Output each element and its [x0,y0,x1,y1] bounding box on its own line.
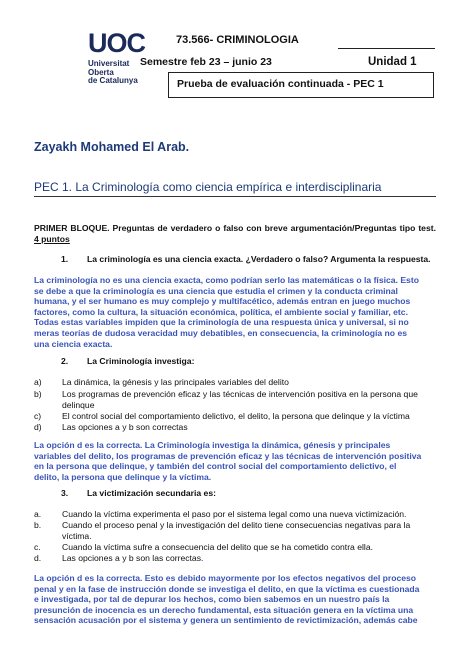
answer-block [34,275,436,349]
answer-line: delito, la persona que delinque y la víctima. [34,471,212,482]
answer-block [34,573,436,626]
answer-line: en la persona que delinque, y también del control social del comportamiento delictivo, el [34,461,397,472]
answer-line: La criminología no es una ciencia exacta, como podrían serlo las matemáticas o la física. Esto [34,275,419,285]
option-letter: d. [34,553,42,563]
logo-line: Oberta [88,67,114,77]
option-text: La dinámica, la génesis y las principales variables del delito [62,377,289,387]
answer-line: e investigada, por tal de depurar los hechos, como bien sabemos en un nuestro país la [34,594,390,605]
option-letter: b. [34,520,42,530]
option-letter: c) [34,411,42,421]
question-text: La criminología es una ciencia exacta. ¿Verdadero o falso? Argumenta la respuesta. [87,254,431,264]
option-letter: b) [34,389,42,399]
answer-line: humana, y el ser humano es muy complejo y multifacético, además entran en juego muchos [34,296,411,307]
author-name: Zayakh Mohamed El Arab. [34,140,190,154]
answer-line: meras teorías de dudosa veracidad muy debatibles, en consecuencia, la criminología no es [34,327,408,338]
question-number: 3. [61,488,69,498]
option-text: Las opciones a y b son las correctas. [62,553,204,563]
option-text: Cuando el proceso penal y la investigación del delito tiene consecuencias negativas para la [62,520,411,530]
option-letter: a) [34,377,42,387]
answer-line: Todas estas variables impiden que la criminología de una respuesta única y universal, si no [34,317,409,328]
option-text: Cuando la víctima sufre a consecuencia del delito que se ha cometido contra ella. [62,542,373,552]
logo-letters: UOC [88,28,145,58]
answer-line: presunción de inocencia es un derecho fundamental, esta situación genera en la víctima una [34,604,414,615]
block-intro-text: PRIMER BLOQUE. Preguntas de verdadero o falso con breve argumentación/Preguntas tipo test. [34,223,436,233]
option-text: Cuando la víctima experimenta el paso por el sistema legal como una nueva victimización. [62,509,407,519]
assessment-box [168,72,434,98]
option-text: El control social del comportamiento delictivo, el delito, la persona que delinque y la víctima [62,411,410,421]
answer-line: una ciencia exacta. [34,338,113,349]
question-number: 1. [61,254,69,264]
block-intro [34,223,436,244]
answer-line: factores, como la cultura, la situación económica, política, el ambiente social y familiar, etc. [34,306,408,317]
assessment-label: Prueba de evaluación continuada - PEC 1 [177,78,384,90]
unit-label: Unidad 1 [368,56,417,68]
option-text: Las opciones a y b son correctas [62,422,188,432]
logo-line: de Catalunya [88,76,138,85]
semester-label: Semestre feb 23 – junio 23 [140,56,272,68]
question-text: La Criminología investiga: [87,356,195,366]
option-text-continued: víctima. [62,531,92,541]
answer-line: La opción d es la correcta. Esto es debido mayormente por los efectos negativos del proceso [34,573,417,583]
option-letter: d) [34,422,42,432]
title-divider [34,196,436,197]
answer-line: penal y en la fase de instrucción donde se investiga el delito, en que la víctima es cuestionada [34,583,420,594]
block-points: 4 puntos [34,233,70,244]
answer-block [34,440,436,482]
question-text: La victimización secundaria es: [87,488,216,498]
answer-line: variables del delito, los programas de prevención eficaz y las técnicas de intervención positiva [34,450,422,461]
option-letter: c. [34,542,41,552]
answer-line: se debe a que la criminología es una ciencia que estudia el crimen y la conducta criminal [34,285,398,296]
course-title: 73.566- CRIMINOLOGIA [176,34,299,46]
option-text-continued: delinque [62,400,95,410]
option-text: Los programas de prevención eficaz y las técnicas de intervención positiva en la persona que [62,389,418,399]
header-rule [338,48,435,49]
answer-line: La opción d es la correcta. La Criminología investiga la dinámica, génesis y principales [34,440,391,450]
logo-line: Universitat [88,59,130,68]
pec-title: PEC 1. La Criminología como ciencia empírica e interdisciplinaria [34,180,382,194]
answer-line: sensación acusación por el sistema y genera un sentimiento de revictimización, además cabe [34,615,418,626]
question-number: 2. [61,356,69,366]
option-letter: a. [34,509,42,519]
